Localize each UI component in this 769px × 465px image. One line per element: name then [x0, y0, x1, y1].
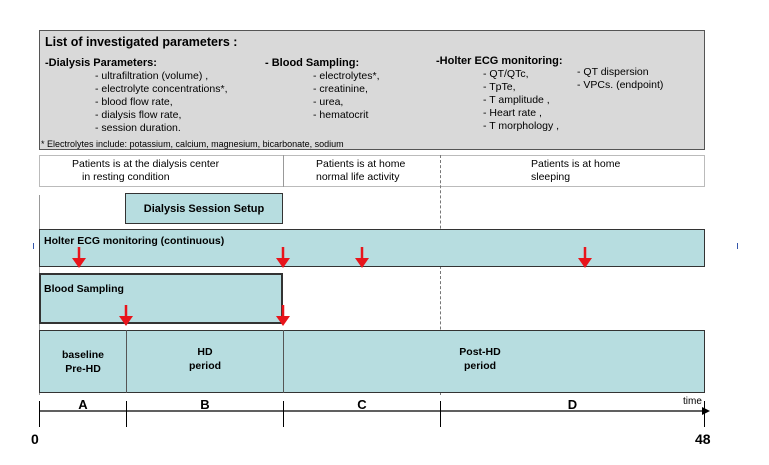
electrolytes-footnote: * Electrolytes include: potassium, calcium, magnesium, bicarbonate, sodium [41, 139, 344, 149]
period-b-label: B [200, 397, 210, 412]
blood-item: - urea, [313, 96, 344, 108]
post-hd-period-label [435, 345, 525, 373]
phase-center-line2: in resting condition [82, 171, 170, 183]
hd-line1: HD [197, 346, 213, 358]
dialysis-item: - dialysis flow rate, [95, 109, 182, 121]
phase-divider [283, 155, 284, 187]
phase-home-text [316, 158, 405, 184]
dialysis-item: - blood flow rate, [95, 96, 173, 108]
timeline-end-label: 48 [695, 431, 711, 447]
time-axis-label: time [683, 396, 702, 407]
dialysis-item: - electrolyte concentrations*, [95, 83, 228, 95]
dialysis-item: - session duration. [95, 122, 181, 134]
blood-item: - creatinine, [313, 83, 368, 95]
edge-mark [33, 243, 34, 249]
phase-center-text [72, 158, 219, 184]
blood-sampling-label: Blood Sampling [44, 283, 124, 295]
period-d-label: D [567, 397, 578, 412]
timeline-start-label: 0 [31, 431, 39, 447]
holter-extra-item: - QT dispersion [577, 66, 649, 78]
period-divider [283, 330, 284, 393]
baseline-line1: baseline [61, 349, 105, 361]
holter-item: - T amplitude , [483, 94, 550, 106]
period-band [39, 330, 705, 393]
holter-item: - Heart rate , [483, 107, 542, 119]
hd-line2: period [188, 360, 222, 372]
holter-item: - T morphology , [483, 120, 560, 132]
period-c-label: C [357, 397, 367, 412]
dialysis-session-setup-box: Dialysis Session Setup [125, 193, 283, 224]
period-a-label: A [78, 397, 88, 412]
blood-sampling-band [39, 273, 283, 324]
holter-item: - TpTe, [483, 81, 516, 93]
edge-mark [737, 243, 738, 249]
phase-home-line1: Patients is at home [316, 158, 406, 170]
baseline-label [40, 348, 126, 376]
phase-sleep-line1: Patients is at home [531, 158, 621, 170]
blood-item: - electrolytes*, [313, 70, 380, 82]
holter-heading: -Holter ECG monitoring: [436, 55, 563, 67]
post-line1: Post-HD [459, 346, 501, 358]
dialysis-item: - ultrafiltration (volume) , [95, 70, 209, 82]
baseline-line2: Pre-HD [65, 363, 101, 375]
holter-extra-item: - VPCs. (endpoint) [577, 79, 664, 91]
post-line2: period [463, 360, 497, 372]
blood-sampling-heading: - Blood Sampling: [265, 57, 360, 69]
sampling-arrow-icon [355, 247, 369, 269]
sampling-arrow-icon [72, 247, 86, 269]
hd-period-label [160, 345, 250, 373]
sampling-arrow-icon [276, 305, 290, 327]
holter-item: - QT/QTc, [483, 68, 529, 80]
axis-tick [704, 401, 705, 427]
phase-center-line1: Patients is at the dialysis center [72, 158, 220, 170]
phase-sleep-line2: sleeping [531, 171, 571, 183]
sampling-arrow-icon [276, 247, 290, 269]
phase-home-line2: normal life activity [316, 171, 400, 183]
period-divider [126, 330, 127, 393]
dialysis-parameters-heading: -Dialysis Parameters: [45, 57, 157, 69]
blood-item: - hematocrit [313, 109, 369, 121]
sampling-arrow-icon [578, 247, 592, 269]
sampling-arrow-icon [119, 305, 133, 327]
holter-band-label: Holter ECG monitoring (continuous) [44, 235, 225, 247]
parameters-title: List of investigated parameters : [45, 35, 238, 49]
phase-sleep-text [531, 158, 620, 184]
